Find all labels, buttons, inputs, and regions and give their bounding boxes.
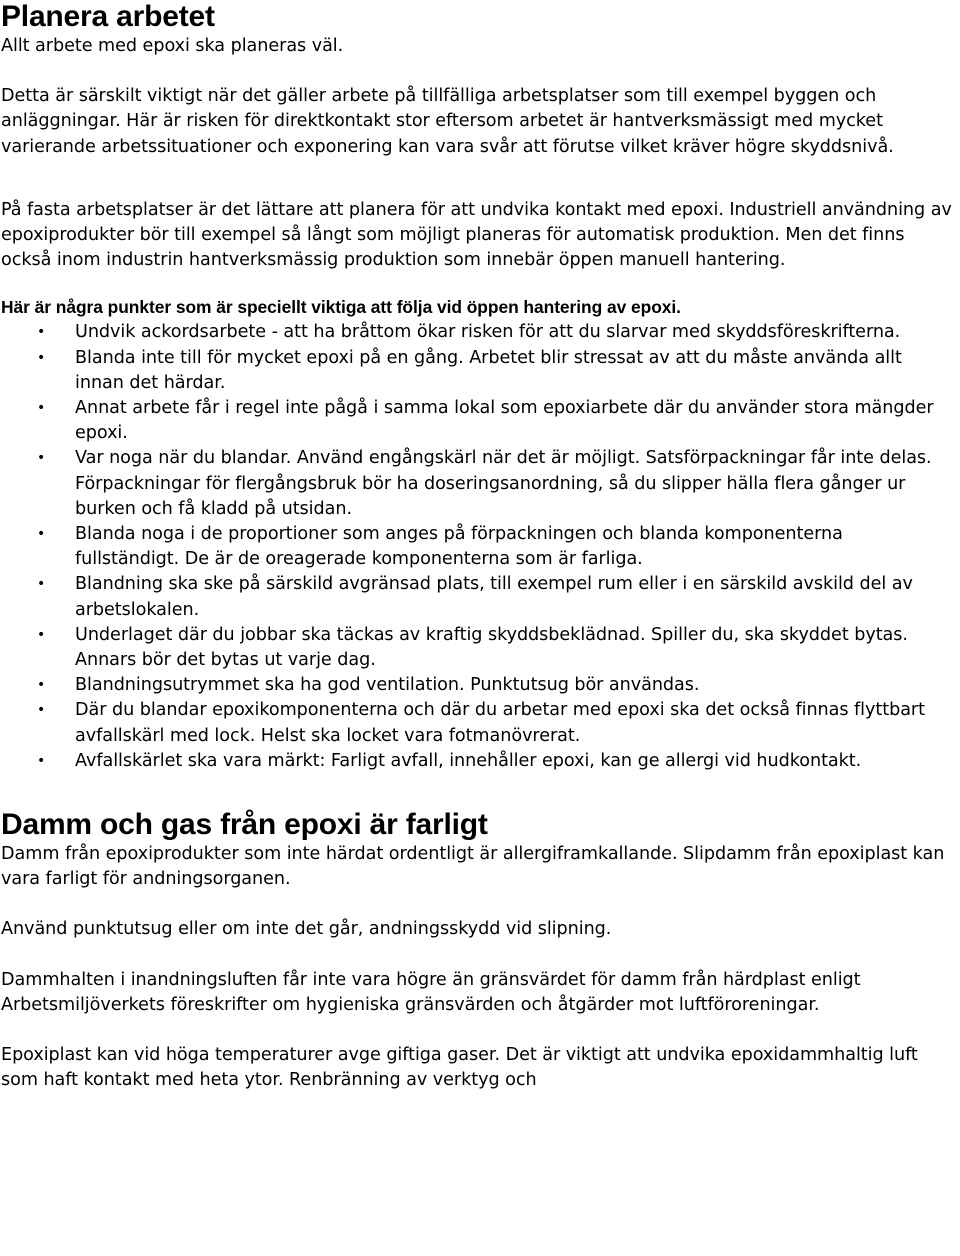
list-item (1, 346, 960, 396)
list-item-text: Var noga när du blandar. Använd engångskärl när det är möjligt. Satsförpackningar får inte delas. Förpackningar för flergångsbruk bör ha doseringsanordning, så du slipper hälla flera gånger ur burken och få kladd på utsidan. (75, 448, 932, 519)
list-item (1, 320, 960, 345)
heading-planera-arbetet: Planera arbetet (1, 0, 215, 33)
list-item (1, 749, 960, 774)
bullet-icon: • (37, 400, 46, 417)
list-item-text: Avfallskärlet ska vara märkt: Farligt avfall, innehåller epoxi, kan ge allergi vid hudkontakt. (75, 750, 862, 771)
paragraph-damm: Damm från epoxiprodukter som inte härdat ordentligt är allergiframkallande. Slipdamm från epoxiplast kan vara farligt för andningsorganen. (1, 844, 945, 890)
bullet-icon: • (37, 526, 46, 543)
list-item-text: Underlaget där du jobbar ska täckas av kraftig skyddsbeklädnad. Spiller du, ska skyddet bytas. Annars bör det bytas ut varje dag. (75, 624, 908, 671)
bullet-icon: • (37, 349, 46, 366)
bullet-icon: • (37, 324, 46, 341)
spacer (1, 273, 960, 295)
list-item-text: Blanda noga i de proportioner som anges på förpackningen och blanda komponenterna fullständigt. De är de oreagerade komponenterna som är farliga. (75, 524, 843, 570)
list-item-text: Där du blandar epoxikomponenterna och där du arbetar med epoxi ska det också finnas flyttbart avfallskärl med lock. Helst ska locket vara fotmanövrerat. (75, 700, 925, 746)
paragraph-tillfalliga-arbetsplatser: Detta är särskilt viktigt när det gäller arbete på tillfälliga arbetsplatser som till exempel byggen och anläggningar. Här är risken för direktkontakt stor eftersom arbetet är hantverksmässigt med mycket varierande arbetssituationer och exponering kan vara svår att förutse vilket kräver högre skyddsnivå. (1, 86, 894, 157)
bullet-icon: • (37, 702, 46, 719)
list-item-text: Blandning ska ske på särskild avgränsad plats, till exempel rum eller i en särskild avskild del av arbetslokalen. (75, 574, 913, 620)
paragraph-punktutsug: Använd punktutsug eller om inte det går, andningsskydd vid slipning. (1, 919, 612, 940)
paragraph-dammhalten: Dammhalten i inandningsluften får inte vara högre än gränsvärdet för damm från härdplast enligt Arbetsmiljöverkets föreskrifter om hygieniska gränsvärden och åtgärder mot luftföroreningar. (1, 969, 861, 1015)
list-item (1, 623, 960, 673)
bullet-icon: • (37, 677, 46, 694)
bullet-icon: • (37, 626, 46, 643)
list-item (1, 396, 960, 446)
list-item (1, 673, 960, 698)
spacer (1, 892, 960, 917)
bullet-icon: • (37, 576, 46, 593)
bullet-icon: • (37, 450, 46, 467)
list-item-text: Annat arbete får i regel inte pågå i samma lokal som epoxiarbete där du använder stora mängder epoxi. (75, 398, 934, 444)
bullet-icon: • (37, 752, 46, 769)
bullet-list (1, 320, 960, 774)
list-item (1, 572, 960, 622)
list-item-text: Blandningsutrymmet ska ha god ventilation. Punktutsug bör användas. (75, 675, 700, 696)
list-item-text: Undvik ackordsarbete - att ha bråttom ökar risken för att du slarvar med skyddsföreskrifterna. (75, 322, 901, 343)
list-item-text: Blanda inte till för mycket epoxi på en gång. Arbetet blir stressat av att du måste använda allt innan det härdar. (75, 347, 902, 393)
spacer (1, 943, 960, 968)
list-intro: Här är några punkter som är speciellt viktiga att följa vid öppen hantering av epoxi. (1, 297, 681, 318)
list-item (1, 446, 960, 522)
list-item (1, 522, 960, 572)
spacer (1, 160, 960, 198)
paragraph-intro: Allt arbete med epoxi ska planeras väl. (1, 36, 344, 56)
list-item (1, 698, 960, 748)
heading-damm-och-gas: Damm och gas från epoxi är farligt (1, 808, 488, 842)
paragraph-epoxiplast-gaser: Epoxiplast kan vid höga temperaturer avge giftiga gaser. Det är viktigt att undvika epoxidammhaltig luft som haft kontakt med heta ytor. Renbränning av verktyg och (1, 1045, 918, 1091)
spacer (1, 59, 960, 84)
paragraph-fasta-arbetsplatser: På fasta arbetsplatser är det lättare att planera för att undvika kontakt med epoxi. Industriell användning av epoxiprodukter bör till exempel så långt som möjligt planeras för automatisk produktion. Men det finns också inom industrin hantverksmässig produktion som innebär öppen manuell hantering. (1, 199, 952, 271)
spacer (1, 1018, 960, 1043)
